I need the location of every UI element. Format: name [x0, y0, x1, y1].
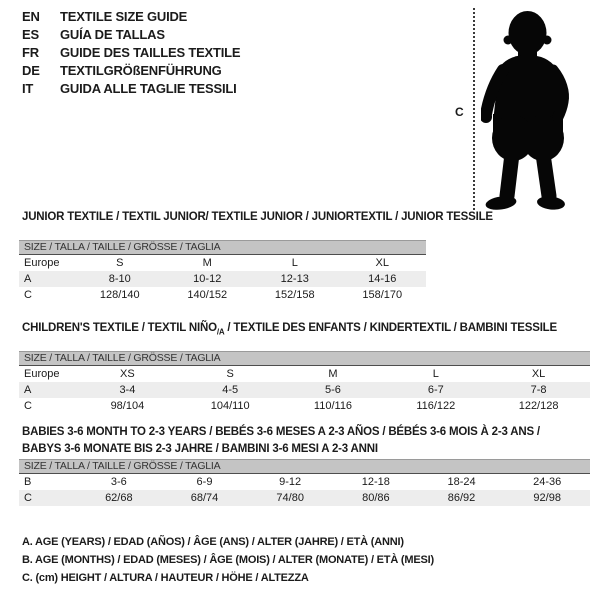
language-code: IT — [22, 81, 34, 96]
children-table-title — [22, 322, 557, 336]
table-cell: M — [202, 257, 212, 269]
footnote-c: C. (cm) HEIGHT / ALTURA / HAUTEUR / HÖHE / ALTEZZA — [22, 572, 309, 584]
table-cell: 12-13 — [280, 273, 309, 285]
table-row — [19, 490, 590, 506]
toddler-silhouette-icon — [481, 4, 593, 212]
table-cell: L — [291, 257, 298, 269]
table-cell: 92/98 — [533, 492, 561, 504]
table-row — [19, 366, 590, 382]
height-label: C — [455, 105, 464, 119]
row-label: A — [24, 384, 32, 396]
table-cell: S — [116, 257, 124, 269]
row-label: C — [24, 400, 32, 412]
table-cell: 128/140 — [99, 289, 140, 301]
guide-title: TEXTILE SIZE GUIDE — [60, 9, 188, 24]
row-label: C — [24, 492, 32, 504]
table-cell: 98/104 — [110, 400, 145, 412]
table-row — [19, 271, 426, 287]
table-cell: 3-6 — [110, 476, 127, 488]
table-cell: 7-8 — [530, 384, 547, 396]
table-cell: 6-7 — [427, 384, 444, 396]
table-cell: 80/86 — [362, 492, 390, 504]
table-cell: 68/74 — [190, 492, 219, 504]
table-cell: 152/158 — [274, 289, 315, 301]
table-cell: 110/116 — [313, 400, 353, 412]
table-cell: L — [432, 368, 439, 380]
table-cell: 104/110 — [210, 400, 250, 412]
language-title-list — [22, 8, 240, 98]
junior-table-title — [22, 211, 493, 225]
babies-size-table — [19, 459, 590, 506]
guide-title: GUÍA DE TALLAS — [60, 27, 165, 42]
language-row — [22, 44, 240, 62]
row-label: C — [24, 289, 32, 301]
junior-size-table — [19, 240, 426, 303]
row-label: Europe — [24, 257, 60, 269]
table-cell: 74/80 — [276, 492, 304, 504]
children-size-table — [19, 351, 590, 414]
table-row — [19, 382, 590, 398]
table-cell: 10-12 — [193, 273, 222, 285]
language-row — [22, 62, 240, 80]
size-header-band: SIZE / TALLA / TAILLE / GRÖSSE / TAGLIA — [19, 351, 590, 366]
table-cell: 5-6 — [325, 384, 341, 396]
table-cell: 14-16 — [368, 273, 397, 285]
language-code: EN — [22, 9, 40, 24]
table-cell: 9-12 — [279, 476, 302, 488]
size-header-band: SIZE / TALLA / TAILLE / GRÖSSE / TAGLIA — [19, 240, 426, 255]
footnote-list — [22, 533, 434, 587]
table-cell: 12-18 — [361, 476, 390, 488]
language-code: FR — [22, 45, 39, 60]
table-cell: XS — [120, 368, 135, 380]
table-cell: 24-36 — [533, 476, 562, 488]
language-row — [22, 80, 240, 98]
guide-title: TEXTILGRÖßENFÜHRUNG — [60, 63, 222, 78]
table-cell: S — [226, 368, 234, 380]
footnote-a: A. AGE (YEARS) / EDAD (AÑOS) / ÂGE (ANS) / ALTER (JAHRE) / ETÀ (ANNI) — [22, 536, 404, 548]
row-label: Europe — [24, 368, 60, 380]
table-cell: 3-4 — [119, 384, 136, 396]
guide-title: GUIDE DES TAILLES TEXTILE — [60, 45, 241, 60]
table-cell: 86/92 — [447, 492, 476, 504]
row-label: A — [24, 273, 32, 285]
table-cell: 62/68 — [105, 492, 133, 504]
table-row — [19, 398, 590, 414]
table-title-text: JUNIOR TEXTILE / TEXTIL JUNIOR/ TEXTILE JUNIOR / JUNIORTEXTIL / JUNIOR TESSILE — [22, 211, 493, 223]
row-label: B — [24, 476, 32, 488]
table-cell: XL — [375, 257, 389, 269]
table-row — [19, 474, 590, 490]
table-title-line2: BABYS 3-6 MONATE BIS 2-3 JAHRE / BAMBINI 3-6 MESI A 2-3 ANNI — [22, 443, 378, 455]
table-cell: 4-5 — [222, 384, 239, 396]
table-cell: 8-10 — [108, 273, 131, 285]
size-header-band: SIZE / TALLA / TAILLE / GRÖSSE / TAGLIA — [19, 459, 590, 474]
language-row — [22, 26, 240, 44]
table-cell: 18-24 — [447, 476, 476, 488]
language-code: ES — [22, 27, 39, 42]
table-cell: 140/152 — [187, 289, 228, 301]
table-title-text: CHILDREN'S TEXTILE / TEXTIL NIÑO — [22, 322, 217, 334]
height-dotted-line — [473, 8, 475, 210]
table-cell: 122/128 — [518, 400, 559, 412]
table-title-sub: /A — [216, 327, 225, 337]
table-cell: 116/122 — [416, 400, 456, 412]
table-row — [19, 287, 426, 303]
table-cell: 158/170 — [362, 289, 403, 301]
babies-table-title — [22, 424, 540, 458]
table-cell: XL — [531, 368, 546, 380]
table-cell: M — [328, 368, 338, 380]
guide-title: GUIDA ALLE TAGLIE TESSILI — [60, 81, 237, 96]
table-cell: 6-9 — [196, 476, 213, 488]
language-code: DE — [22, 63, 40, 78]
table-title-line1: BABIES 3-6 MONTH TO 2-3 YEARS / BEBÉS 3-6 MESES A 2-3 AÑOS / BÉBÉS 3-6 MOIS À 2-3 ANS / — [22, 426, 540, 438]
table-title-text: / TEXTILE DES ENFANTS / KINDERTEXTIL / BAMBINI TESSILE — [224, 322, 557, 334]
language-row — [22, 8, 240, 26]
footnote-b: B. AGE (MONTHS) / EDAD (MESES) / ÂGE (MOIS) / ALTER (MONATE) / ETÀ (MESI) — [22, 554, 434, 566]
table-row — [19, 255, 426, 271]
